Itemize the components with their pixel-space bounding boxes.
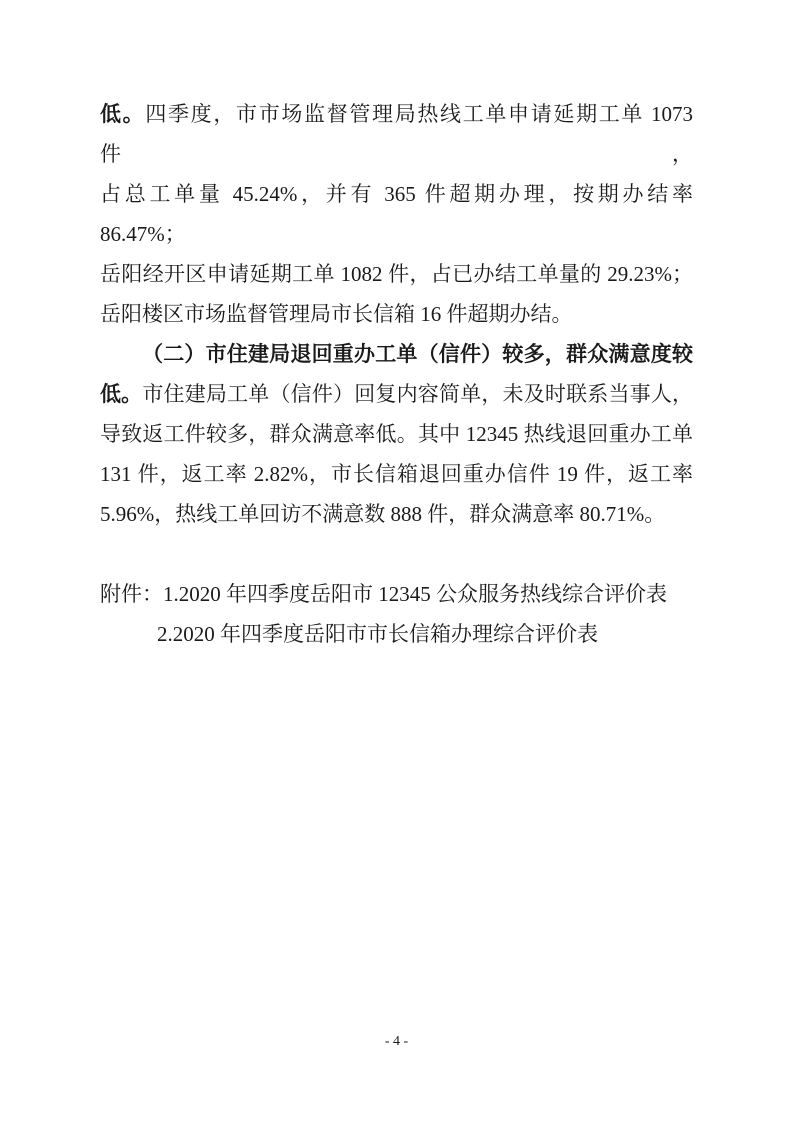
body-line: 导致返工件较多，群众满意率低。其中 12345 热线退回重办工单 — [100, 422, 693, 446]
attachments-label: 附件： — [100, 582, 163, 606]
paragraph-housing-bureau — [100, 334, 693, 534]
body-text: 四季度，市市场监督管理局热线工单申请延期工单 1073 件， — [100, 102, 694, 166]
body-line — [100, 374, 693, 414]
attachment-item-1: 1.2020 年四季度岳阳市 12345 公众服务热线综合评价表 — [163, 582, 667, 606]
section-heading: （二）市住建局退回重办工单（信件）较多，群众满意度较 — [142, 342, 693, 366]
body-text: 市住建局工单（信件）回复内容简单，未及时联系当事人， — [142, 382, 694, 406]
page-number: - 4 - — [384, 1034, 409, 1049]
paragraph-market-supervision — [100, 94, 693, 334]
body-line: 占总工单量 45.24%，并有 365 件超期办理，按期办结率 86.47%； — [100, 182, 693, 246]
body-line: 岳阳经开区申请延期工单 1082 件，占已办结工单量的 29.23%； — [100, 262, 693, 286]
body-line: 岳阳楼区市场监督管理局市长信箱 16 件超期办结。 — [100, 302, 573, 326]
emphasis-text: 低。 — [100, 382, 143, 406]
body-line: 5.96%，热线工单回访不满意数 888 件，群众满意率 80.71%。 — [100, 502, 666, 526]
attachments-section — [100, 574, 693, 654]
body-line — [100, 94, 693, 174]
emphasis-text: 低。 — [100, 102, 146, 126]
document-body — [100, 94, 693, 654]
attachment-item-2: 2.2020 年四季度岳阳市市长信箱办理综合评价表 — [157, 622, 598, 646]
attachment-line — [100, 574, 693, 614]
body-line: 131 件，返工率 2.82%，市长信箱退回重办信件 19 件，返工率 — [100, 462, 693, 486]
